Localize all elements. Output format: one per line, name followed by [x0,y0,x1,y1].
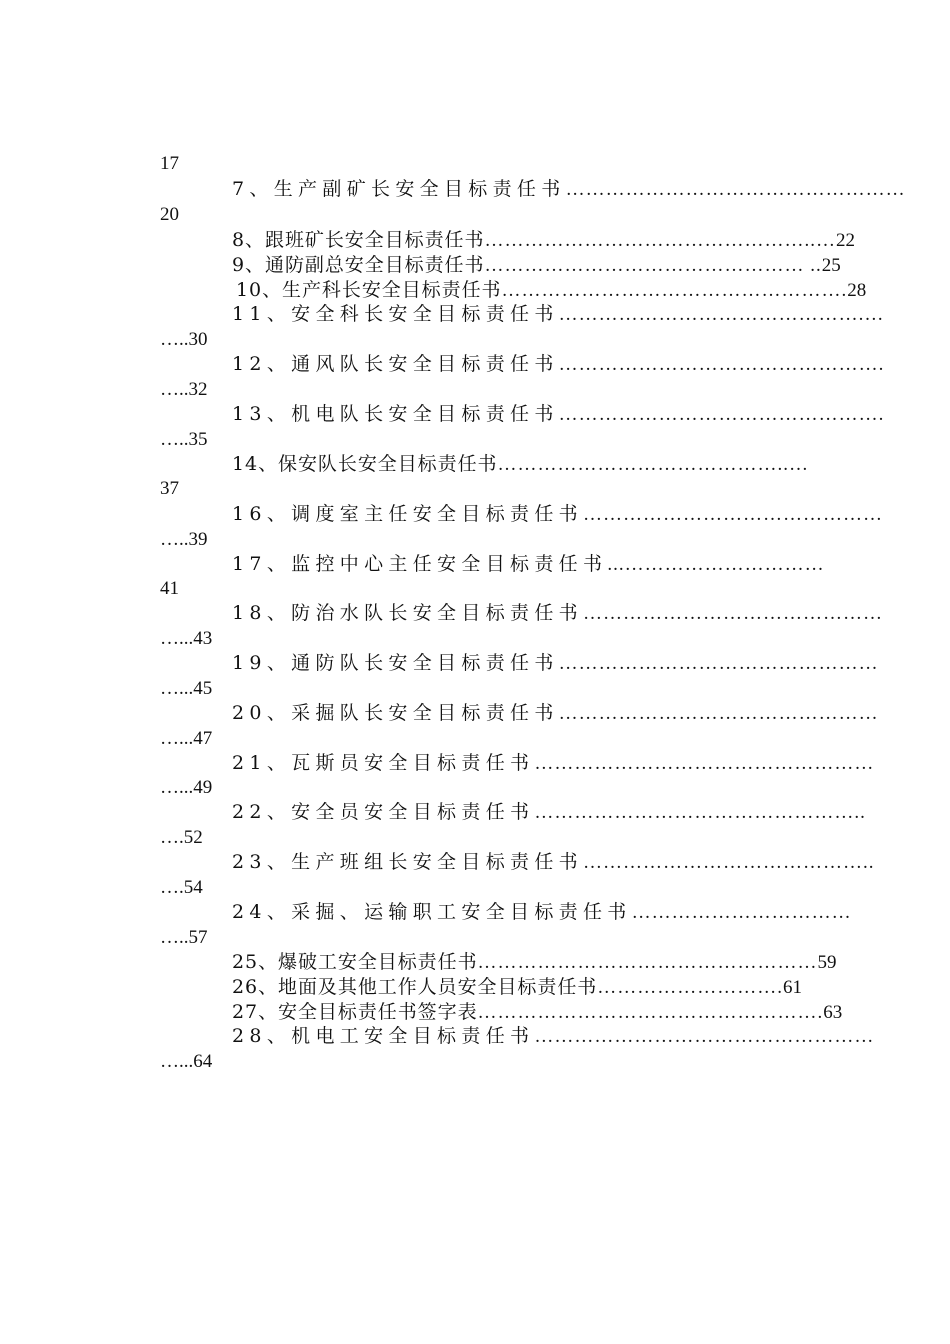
toc-entry[interactable]: 26、地面及其他工作人员安全目标责任书……………………….61 [232,976,802,998]
toc-page-number: 20 [160,204,179,225]
toc-entry[interactable]: 10、生产科长安全目标责任书…………………………………………….28 [236,279,867,301]
toc-entry[interactable]: 12、通风队长安全目标责任书…………………………………………. [232,353,885,375]
toc-page-number: …..35 [160,429,208,450]
toc-page-number: 41 [160,578,179,599]
toc-page-number: 17 [160,153,179,174]
toc-page-number: ….52 [160,827,203,848]
toc-page-number: …..32 [160,379,208,400]
toc-entry[interactable]: 22、安全员安全目标责任书………………………………………….. [232,801,866,823]
toc-entry[interactable]: 8、跟班矿长安全目标责任书…………………………………………..…22 [232,229,855,251]
toc-entry[interactable]: 28、机电工安全目标责任书…………………………………………… [232,1025,875,1047]
toc-entry[interactable]: 11、安全科长安全目标责任书……………………………………….… [232,303,885,325]
toc-page-number: 37 [160,478,179,499]
toc-entry[interactable]: 25、爆破工安全目标责任书……………………………………………59 [232,951,837,973]
toc-entry[interactable]: 23、生产班组长安全目标责任书…………………………………….. [232,851,875,873]
toc-page-number: …...49 [160,777,213,798]
toc-entry[interactable]: 20、采掘队长安全目标责任书………………………………………… [232,702,879,724]
toc-page-number: …..57 [160,927,208,948]
toc-entry[interactable]: 14、保安队长安全目标责任书……………………………………..… [232,453,809,475]
toc-entry[interactable]: 18、防治水队长安全目标责任书……………………………………… [232,602,883,624]
toc-entry[interactable]: 9、通防副总安全目标责任书………………………………………… ..25 [232,254,841,276]
toc-page-number: …..30 [160,329,208,350]
toc-entry[interactable]: 21、瓦斯员安全目标责任书…………………………………………… [232,752,875,774]
toc-page-number: …...45 [160,678,213,699]
toc-entry[interactable]: 16、调度室主任安全目标责任书……………………………………… [232,503,883,525]
toc-page-number: …...47 [160,728,213,749]
toc-entry[interactable]: 19、通防队长安全目标责任书………………………………………… [232,652,879,674]
toc-entry[interactable]: 13、机电队长安全目标责任书…………………………………………. [232,403,885,425]
toc-entry[interactable]: 17、监控中心主任安全目标责任书...………………………… [232,553,825,575]
toc-page-number: ….54 [160,877,203,898]
toc-entry[interactable]: 24、采掘、运输职工安全目标责任书…………………………… [232,901,852,923]
toc-page-number: …...43 [160,628,213,649]
toc-entry[interactable]: 7、生产副矿长安全目标责任书…………………………………………… [232,178,906,200]
toc-page-number: …..39 [160,529,208,550]
toc-entry[interactable]: 27、安全目标责任书签字表…………………………………………….63 [232,1001,843,1023]
toc-page-number: …...64 [160,1051,213,1072]
